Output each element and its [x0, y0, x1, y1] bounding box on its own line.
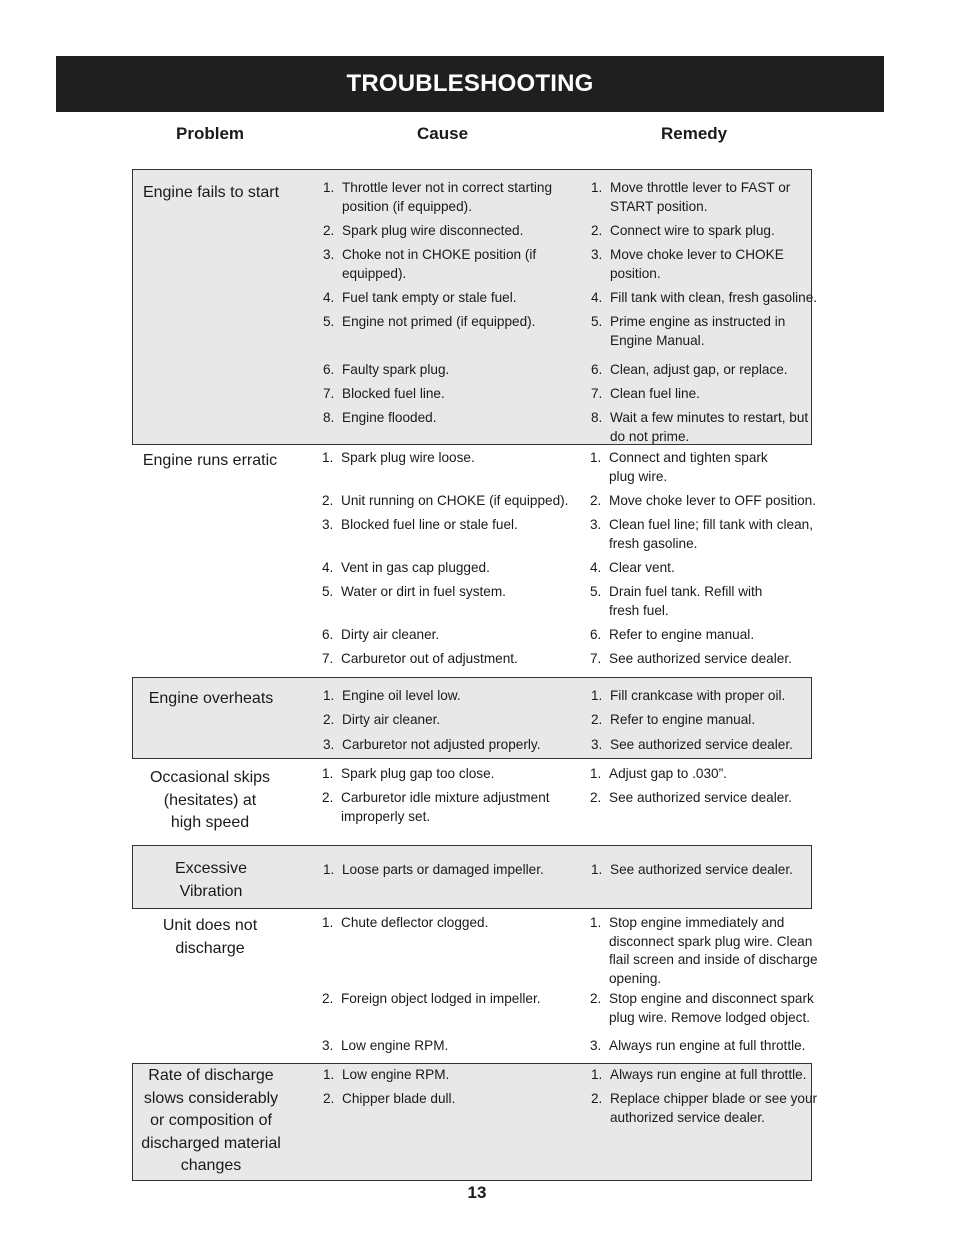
remedy-number: 1. — [590, 915, 602, 930]
trouble-section — [132, 677, 812, 759]
cause-text — [341, 583, 591, 602]
remedy-number: 7. — [591, 386, 603, 401]
remedy-line: See authorized service dealer. — [609, 651, 792, 666]
cause-number: 2. — [322, 991, 334, 1006]
cause-number: 1. — [322, 766, 334, 781]
remedy-text — [609, 516, 819, 553]
remedy-line: flail screen and inside of discharge — [609, 952, 818, 968]
remedy-line: Engine Manual. — [610, 332, 705, 348]
cause-number: 4. — [323, 290, 335, 305]
remedy-line: fresh fuel. — [609, 602, 669, 618]
cause-text — [342, 736, 592, 755]
cause-number: 4. — [322, 560, 334, 575]
cause-line: Unit running on CHOKE (if equipped). — [341, 493, 569, 508]
problem-label — [132, 767, 288, 835]
remedy-line: Fill crankcase with proper oil. — [610, 688, 786, 703]
cause-number: 1. — [323, 862, 335, 877]
problem-line: or composition of — [150, 1112, 272, 1130]
cause-line: Vent in gas cap plugged. — [341, 560, 490, 575]
remedy-text — [610, 861, 820, 880]
remedy-line: authorized service dealer. — [610, 1109, 765, 1125]
remedy-text — [610, 179, 820, 216]
cause-number: 2. — [322, 790, 334, 805]
remedy-number: 5. — [590, 584, 602, 599]
problem-line: Engine runs erratic — [142, 452, 278, 469]
remedy-text — [609, 449, 819, 486]
cause-line: Dirty air cleaner. — [342, 712, 441, 727]
cause-text — [341, 765, 591, 784]
remedy-number: 2. — [590, 790, 602, 805]
page-title: TROUBLESHOOTING — [346, 70, 594, 97]
column-header-cause: Cause — [417, 124, 469, 143]
cause-text — [342, 361, 592, 380]
cause-text — [342, 687, 592, 706]
remedy-line: do not prime. — [610, 428, 690, 444]
remedy-number: 2. — [591, 1091, 603, 1106]
cause-number: 7. — [322, 651, 334, 666]
cause-number: 3. — [323, 737, 335, 752]
cause-line: Spark plug wire loose. — [341, 450, 475, 465]
remedy-text — [609, 990, 819, 1027]
problem-line: slows considerably — [143, 1089, 279, 1107]
cause-text — [342, 1066, 592, 1085]
cause-line: Water or dirt in fuel system. — [341, 584, 506, 599]
column-header-remedy: Remedy — [661, 124, 728, 143]
remedy-line: plug wire. — [609, 468, 668, 484]
cause-line: Choke not in CHOKE position (if — [342, 247, 537, 262]
remedy-line: Always run engine at full throttle. — [610, 1067, 807, 1082]
problem-label — [133, 182, 289, 205]
cause-text — [342, 711, 592, 730]
problem-line: (hesitates) at — [163, 791, 257, 809]
remedy-line: opening. — [609, 970, 662, 986]
cause-text — [341, 914, 591, 933]
cause-text — [341, 650, 591, 669]
cause-number: 5. — [323, 314, 335, 329]
remedy-text — [610, 385, 820, 404]
cause-line: Carburetor not adjusted properly. — [342, 737, 541, 752]
page-number: 13 — [467, 1183, 487, 1202]
remedy-line: Clean fuel line; fill tank with clean, — [609, 517, 814, 532]
cause-number: 1. — [323, 1067, 335, 1082]
cause-text — [342, 179, 592, 216]
remedy-text — [610, 736, 820, 755]
problem-label — [133, 1065, 289, 1178]
remedy-text — [609, 914, 819, 988]
cause-number: 6. — [323, 362, 335, 377]
remedy-number: 3. — [591, 737, 603, 752]
remedy-number: 4. — [590, 560, 602, 575]
remedy-text — [610, 289, 820, 308]
cause-text — [342, 289, 592, 308]
remedy-line: Refer to engine manual. — [609, 627, 755, 642]
remedy-line: Prime engine as instructed in — [610, 314, 786, 329]
problem-line: changes — [180, 1157, 242, 1175]
cause-text — [341, 449, 591, 468]
trouble-section — [132, 169, 818, 445]
cause-number: 2. — [323, 223, 335, 238]
cause-line: Carburetor idle mixture adjustment — [341, 790, 550, 805]
cause-line: Engine flooded. — [342, 410, 437, 425]
problem-line: discharge — [175, 939, 245, 957]
cause-text — [341, 990, 591, 1009]
remedy-line: Connect wire to spark plug. — [610, 223, 775, 238]
remedy-line: See authorized service dealer. — [610, 862, 793, 877]
remedy-text — [609, 492, 819, 511]
remedy-text — [609, 626, 819, 645]
cause-line: Carburetor out of adjustment. — [341, 651, 518, 666]
trouble-section — [132, 1063, 818, 1181]
remedy-text — [609, 789, 819, 808]
remedy-line: fresh gasoline. — [609, 535, 698, 551]
remedy-text — [609, 650, 819, 669]
cause-number: 1. — [323, 180, 335, 195]
troubleshooting-table — [132, 169, 818, 1181]
remedy-number: 1. — [590, 766, 602, 781]
cause-number: 8. — [323, 410, 335, 425]
remedy-number: 1. — [590, 450, 602, 465]
column-header-problem: Problem — [176, 124, 245, 143]
problem-label — [133, 858, 289, 903]
remedy-text — [609, 1037, 819, 1056]
remedy-line: disconnect spark plug wire. Clean — [609, 933, 813, 949]
cause-number: 1. — [323, 688, 335, 703]
cause-line: Engine oil level low. — [342, 688, 461, 703]
cause-text — [342, 246, 592, 283]
cause-number: 5. — [322, 584, 334, 599]
cause-text — [341, 789, 591, 826]
cause-line: Dirty air cleaner. — [341, 627, 440, 642]
cause-text — [341, 626, 591, 645]
cause-text — [342, 1090, 592, 1109]
remedy-number: 6. — [591, 362, 603, 377]
cause-number: 3. — [322, 517, 334, 532]
remedy-number: 8. — [591, 410, 603, 425]
remedy-line: See authorized service dealer. — [610, 737, 793, 752]
cause-line: Loose parts or damaged impeller. — [342, 862, 544, 877]
problem-line: Unit does not — [162, 917, 258, 934]
remedy-number: 4. — [591, 290, 603, 305]
remedy-line: See authorized service dealer. — [609, 790, 792, 805]
cause-number: 2. — [323, 1091, 335, 1106]
cause-number: 3. — [322, 1038, 334, 1053]
cause-line: Chute deflector clogged. — [341, 915, 489, 930]
cause-text — [342, 313, 592, 332]
cause-text — [341, 492, 591, 511]
cause-text — [342, 861, 592, 880]
trouble-section — [132, 909, 818, 1063]
remedy-line: Always run engine at full throttle. — [609, 1038, 806, 1053]
remedy-number: 2. — [590, 493, 602, 508]
remedy-number: 1. — [591, 688, 603, 703]
remedy-number: 7. — [590, 651, 602, 666]
problem-line: Excessive — [174, 860, 248, 877]
remedy-line: Replace chipper blade or see your — [610, 1091, 818, 1106]
remedy-text — [609, 583, 819, 620]
remedy-text — [610, 246, 820, 283]
remedy-line: Move choke lever to CHOKE — [610, 247, 784, 262]
cause-line: Spark plug gap too close. — [341, 766, 495, 781]
remedy-number: 1. — [591, 1067, 603, 1082]
remedy-text — [609, 559, 819, 578]
problem-line: high speed — [170, 814, 250, 832]
problem-label — [132, 450, 288, 473]
remedy-text — [610, 313, 820, 350]
cause-line: Low engine RPM. — [342, 1067, 450, 1082]
remedy-line: Refer to engine manual. — [610, 712, 756, 727]
remedy-line: Adjust gap to .030”. — [609, 766, 727, 781]
cause-number: 3. — [323, 247, 335, 262]
problem-label — [132, 915, 288, 960]
remedy-number: 2. — [591, 712, 603, 727]
remedy-number: 3. — [590, 517, 602, 532]
cause-number: 1. — [322, 450, 334, 465]
cause-text — [342, 385, 592, 404]
remedy-number: 1. — [591, 180, 603, 195]
problem-line: Engine fails to start — [142, 184, 280, 201]
remedy-line: Clear vent. — [609, 560, 675, 575]
cause-number: 7. — [323, 386, 335, 401]
cause-text — [341, 516, 591, 535]
remedy-text — [610, 1090, 820, 1127]
remedy-text — [609, 765, 819, 784]
remedy-line: START position. — [610, 198, 708, 214]
cause-number: 2. — [322, 493, 334, 508]
remedy-number: 2. — [590, 991, 602, 1006]
cause-text — [342, 409, 592, 428]
remedy-number: 3. — [591, 247, 603, 262]
cause-text — [341, 559, 591, 578]
remedy-number: 5. — [591, 314, 603, 329]
cause-text — [342, 222, 592, 241]
cause-line: Chipper blade dull. — [342, 1091, 456, 1106]
cause-line: Foreign object lodged in impeller. — [341, 991, 541, 1006]
remedy-line: Clean, adjust gap, or replace. — [610, 362, 788, 377]
problem-label — [133, 688, 289, 711]
problem-line: Occasional skips — [149, 769, 271, 786]
cause-line: Throttle lever not in correct starting — [342, 180, 553, 195]
remedy-text — [610, 1066, 820, 1085]
remedy-line: Clean fuel line. — [610, 386, 700, 401]
remedy-line: Fill tank with clean, fresh gasoline. — [610, 290, 818, 305]
page-title-banner — [56, 56, 884, 112]
cause-number: 6. — [322, 627, 334, 642]
remedy-line: Drain fuel tank. Refill with — [609, 584, 763, 599]
cause-line: improperly set. — [341, 808, 431, 824]
cause-line: position (if equipped). — [342, 198, 472, 214]
problem-line: Rate of discharge — [148, 1067, 274, 1084]
cause-number: 2. — [323, 712, 335, 727]
problem-line: discharged material — [141, 1134, 281, 1152]
cause-line: Spark plug wire disconnected. — [342, 223, 524, 238]
cause-line: Faulty spark plug. — [342, 362, 450, 377]
cause-line: equipped). — [342, 265, 407, 281]
trouble-section — [132, 445, 817, 677]
remedy-number: 3. — [590, 1038, 602, 1053]
remedy-line: Connect and tighten spark — [609, 450, 768, 465]
remedy-line: Move choke lever to OFF position. — [609, 493, 817, 508]
cause-line: Fuel tank empty or stale fuel. — [342, 290, 517, 305]
remedy-number: 6. — [590, 627, 602, 642]
remedy-number: 2. — [591, 223, 603, 238]
trouble-section — [132, 845, 812, 909]
problem-line: Engine overheats — [148, 690, 274, 707]
remedy-text — [610, 409, 820, 446]
cause-line: Engine not primed (if equipped). — [342, 314, 536, 329]
cause-line: Blocked fuel line or stale fuel. — [341, 517, 518, 532]
remedy-line: plug wire. Remove lodged object. — [609, 1009, 810, 1025]
cause-text — [341, 1037, 591, 1056]
remedy-text — [610, 711, 820, 730]
remedy-text — [610, 361, 820, 380]
remedy-line: Stop engine immediately and — [609, 915, 785, 930]
cause-number: 1. — [322, 915, 334, 930]
cause-line: Blocked fuel line. — [342, 386, 445, 401]
remedy-text — [610, 687, 820, 706]
remedy-line: Move throttle lever to FAST or — [610, 180, 791, 195]
cause-line: Low engine RPM. — [341, 1038, 449, 1053]
remedy-line: Stop engine and disconnect spark — [609, 991, 814, 1006]
remedy-number: 1. — [591, 862, 603, 877]
remedy-line: Wait a few minutes to restart, but — [610, 410, 809, 425]
problem-line: Vibration — [179, 882, 243, 900]
remedy-line: position. — [610, 265, 661, 281]
remedy-text — [610, 222, 820, 241]
trouble-section — [132, 759, 812, 845]
